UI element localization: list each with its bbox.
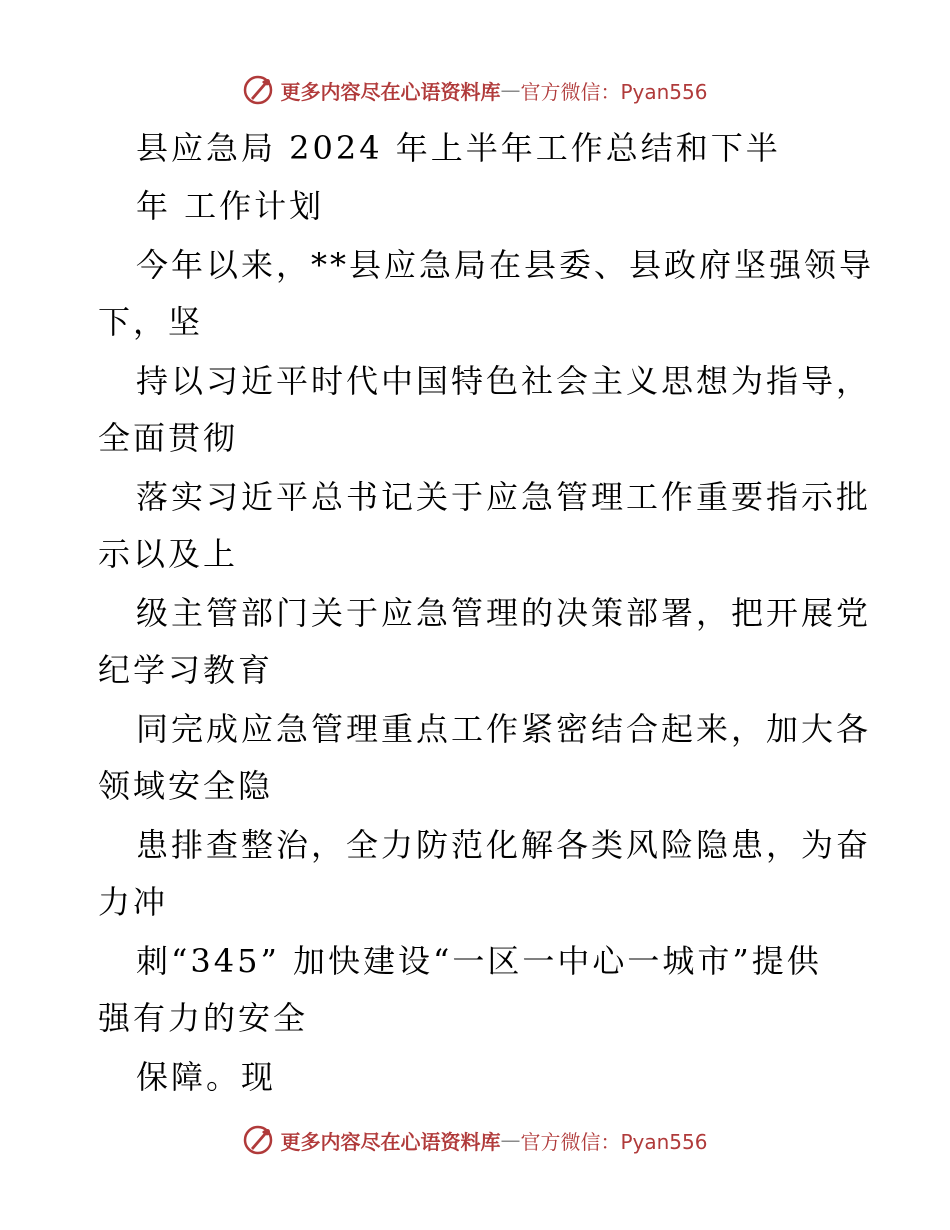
- doc-paragraph-line: 刺“345” 加快建设“一区一中心一城市”提供: [136, 942, 822, 980]
- doc-paragraph-line: 同完成应急管理重点工作紧密结合起来，加大各: [136, 710, 872, 748]
- doc-paragraph-line: 级主管部门关于应急管理的决策部署，把开展党: [136, 594, 872, 632]
- doc-paragraph-line: 下，坚: [98, 303, 204, 341]
- doc-paragraph-line: 全面贯彻: [98, 419, 239, 457]
- doc-paragraph-line: 示以及上: [98, 535, 239, 573]
- watermark-promo-text: 更多内容尽在心语资料库: [280, 79, 501, 104]
- watermark-wechat-text: 官方微信：Pyan556: [520, 79, 708, 104]
- doc-paragraph-line: 保障。现: [136, 1058, 277, 1096]
- doc-paragraph-line: 持以习近平时代中国特色社会主义思想为指导，: [136, 362, 872, 400]
- watermark-separator: —: [500, 1128, 521, 1152]
- doc-paragraph-line: 强有力的安全: [98, 999, 309, 1037]
- watermark-promo-text: 更多内容尽在心语资料库: [280, 1129, 501, 1154]
- doc-title-line-2: 年 工作计划: [136, 187, 325, 225]
- doc-paragraph-line: 力冲: [98, 883, 169, 921]
- doc-paragraph-line: 纪学习教育: [98, 651, 274, 689]
- doc-paragraph-line: 落实习近平总书记关于应急管理工作重要指示批: [136, 478, 872, 516]
- doc-paragraph-line: 患排查整治，全力防范化解各类风险隐患，为奋: [136, 826, 872, 864]
- watermark-wechat-text: 官方微信：Pyan556: [520, 1129, 708, 1154]
- quill-pen-logo-icon: [242, 74, 274, 106]
- doc-paragraph-line: 今年以来，**县应急局在县委、县政府坚强领导: [136, 246, 875, 284]
- doc-title-line-1: 县应急局 2024 年上半年工作总结和下半: [136, 129, 781, 167]
- doc-paragraph-line: 领域安全隐: [98, 767, 274, 805]
- footer-watermark: [0, 1120, 950, 1160]
- header-watermark: [0, 70, 950, 110]
- watermark-separator: —: [500, 78, 521, 102]
- quill-pen-logo-icon: [242, 1124, 274, 1156]
